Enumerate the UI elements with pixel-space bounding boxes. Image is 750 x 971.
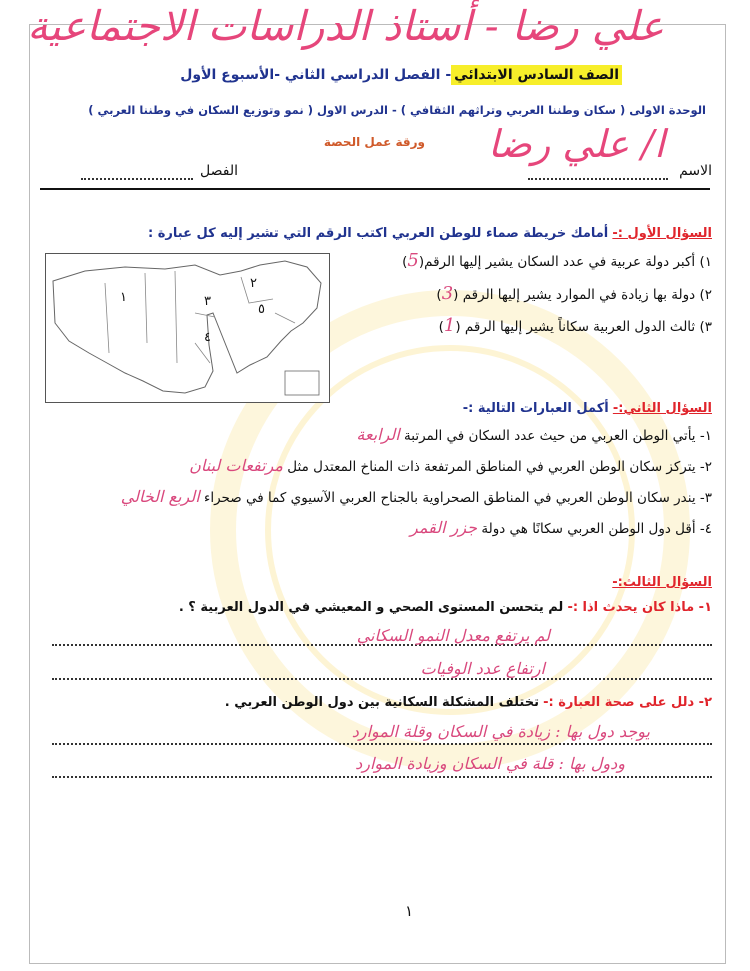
q2-heading bbox=[463, 401, 712, 416]
q2-item-3 bbox=[121, 487, 712, 506]
q3-item-2-answer-2: ودول بها : قلة في السكان وزيادة الموارد bbox=[355, 754, 625, 773]
q3-item-1-answer-1: لم يرتفع معدل النمو السكاني bbox=[356, 626, 550, 645]
q2-item-2-answer: مرتفعات لبنان bbox=[189, 456, 283, 475]
arab-world-blank-map bbox=[45, 253, 330, 403]
q2-item-4 bbox=[410, 518, 712, 537]
sheet-label: ورقة عمل الحصة bbox=[323, 135, 425, 149]
q1-item-2-close: ) bbox=[436, 287, 442, 303]
q2-item-3-text: ٣- يندر سكان الوطن العربي في المناطق الصحراوية بالجناح العربي الآسيوي كما في صحراء bbox=[204, 490, 712, 506]
q1-item-2-answer: 3 bbox=[441, 283, 454, 304]
q1-instruction: أمامك خريطة صماء للوطن العربي اكتب الرقم التي تشير إليه كل عبارة : bbox=[148, 226, 609, 241]
q3-line-2 bbox=[52, 678, 712, 680]
q1-item-2 bbox=[436, 283, 712, 304]
class-field bbox=[200, 163, 238, 179]
q1-item-1-answer: 5 bbox=[407, 250, 419, 271]
q3-line-3 bbox=[52, 743, 712, 745]
q3-item-2-text: تختلف المشكلة السكانية بين دول الوطن العربي . bbox=[224, 695, 539, 710]
q1-title: السؤال الأول :- bbox=[612, 226, 712, 241]
name-field bbox=[679, 163, 712, 179]
header-rule bbox=[40, 188, 710, 190]
q3-line-4 bbox=[52, 776, 712, 778]
q2-item-2 bbox=[189, 456, 712, 475]
map-label-5: ٥ bbox=[258, 302, 265, 317]
q3-item-1-text: لم يتحسن المستوى الصحي و المعيشي في الدول العربية ؟ . bbox=[178, 600, 564, 615]
teacher-title: علي رضا - أستاذ الدراسات الاجتماعية bbox=[27, 2, 664, 50]
q2-title: السؤال الثاني:- bbox=[612, 401, 712, 416]
q1-item-3 bbox=[439, 315, 712, 336]
q3-item-1-label: ١- ماذا كان يحدث اذا :- bbox=[567, 600, 712, 615]
map-label-4: ٤ bbox=[204, 330, 211, 345]
q2-item-2-text: ٢- يتركز سكان الوطن العربي في المناطق المرتفعة ذات المناخ المعتدل مثل bbox=[282, 459, 712, 475]
map-label-2: ٢ bbox=[250, 276, 257, 291]
q1-item-3-answer: 1 bbox=[443, 315, 456, 336]
q2-item-1-text: ١- يأتي الوطن العربي من حيث عدد السكان في المرتبة bbox=[399, 428, 712, 444]
name-label: الاسم bbox=[679, 163, 712, 179]
q2-item-3-answer: الربع الخالي bbox=[120, 487, 200, 506]
q3-item-1-answer-2: ارتفاع عدد الوفيات bbox=[420, 659, 545, 678]
q2-item-4-answer: جزر القمر bbox=[410, 518, 478, 537]
q3-heading bbox=[612, 575, 712, 590]
q1-item-1 bbox=[402, 250, 712, 271]
q3-item-1 bbox=[179, 600, 712, 615]
page-number: ١ bbox=[405, 902, 414, 920]
q1-item-1-close: ) bbox=[402, 254, 408, 270]
q1-item-3-text: ٣) ثالث الدول العربية سكاناً يشير إليها الرقم ( bbox=[455, 319, 712, 335]
q1-item-1-text: ١) أكبر دولة عربية في عدد السكان يشير إليها الرقم( bbox=[418, 254, 712, 270]
q3-item-2-answer-1: يوجد دول بها : زيادة في السكان وقلة الموارد bbox=[351, 722, 650, 741]
teacher-signature: ا/ علي رضا bbox=[488, 122, 665, 166]
q3-item-2 bbox=[225, 695, 712, 710]
unit-line: الوحدة الاولى ( سكان وطننا العربي وتراثهم الثقافي ) - الدرس الاول ( نمو وتوزيع السكان في وطننا العربي ) bbox=[88, 103, 706, 117]
map-label-3: ٣ bbox=[204, 294, 211, 309]
q2-item-4-text: ٤- أقل دول الوطن العربي سكانًا هي دولة bbox=[477, 521, 712, 537]
class-blank bbox=[81, 178, 193, 180]
q1-heading bbox=[148, 226, 712, 241]
grade-highlight: الصف السادس الابتدائي bbox=[451, 65, 622, 85]
q1-item-3-close: ) bbox=[438, 319, 444, 335]
q1-item-2-text: ٢) دولة بها زيادة في الموارد يشير إليها الرقم ( bbox=[453, 287, 712, 303]
class-label: الفصل bbox=[200, 163, 238, 179]
q3-item-2-label: ٢- دلل على صحة العبارة :- bbox=[543, 695, 712, 710]
term-text: - الفصل الدراسي الثاني -الأسبوع الأول bbox=[180, 67, 452, 83]
q3-title: السؤال الثالث:- bbox=[612, 575, 712, 590]
q2-item-1-answer: الرابعة bbox=[356, 425, 400, 444]
map-label-1: ١ bbox=[120, 290, 127, 305]
q2-instruction: أكمل العبارات التالية :- bbox=[462, 401, 609, 416]
grade-line bbox=[180, 67, 622, 83]
q2-item-1 bbox=[356, 425, 712, 444]
name-blank bbox=[528, 178, 668, 180]
